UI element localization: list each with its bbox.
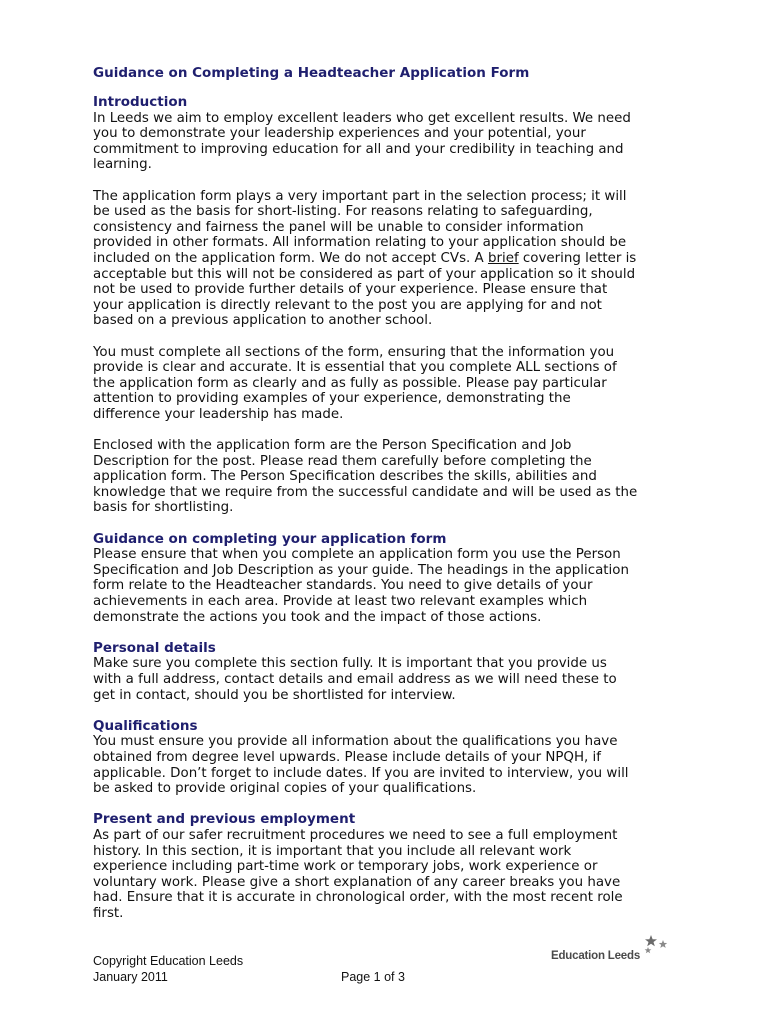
paragraph: You must complete all sections of the form, ensuring that the information you provide is clear and accurate. It is essential that you complete ALL sections of the application form as clearly and as fully as possible. Please pay particular attention to providing examples of your experience, demonstrating the difference your leadership has made. — [93, 344, 617, 422]
education-leeds-logo — [551, 934, 671, 970]
section-heading-guidance: Guidance on completing your application form — [93, 530, 447, 547]
paragraph: You must ensure you provide all information about the qualifications you have obtained from degree level upwards. Please include details of your NPQH, if applicable. Don’t forget to include dates. If you are invited to interview, you will be asked to provide original copies of your qualifications. — [93, 734, 629, 797]
underlined-word: brief — [487, 250, 519, 266]
document-body — [93, 64, 693, 937]
paragraph — [93, 189, 693, 329]
section-heading-introduction: Introduction — [93, 94, 188, 110]
footer-copyright: Copyright Education Leeds — [93, 954, 244, 968]
paragraph: Enclosed with the application form are the Person Specification and Job Description for the post. Please read them carefully before completing the application form. The Person Specification describes the skills, abilities and knowledge that we require from the successful candidate and will be used as the basis for shortlisting. — [93, 438, 638, 516]
section-heading-qualifications: Qualifications — [93, 717, 198, 734]
footer-date: January 2011 — [93, 970, 168, 984]
paragraph: Make sure you complete this section fully. It is important that you provide us with a full address, contact details and email address as we will need these to get in contact, should you be shortlisted for interview. — [93, 656, 617, 703]
section-heading-employment: Present and previous employment — [93, 811, 356, 828]
paragraph: In Leeds we aim to employ excellent leaders who get excellent results. We need you to demonstrate your leadership experiences and your potential, your commitment to improving education for all and your credibility in teaching and learning. — [93, 110, 631, 173]
footer-page-number: Page 1 of 3 — [341, 970, 405, 984]
paragraph-text: The application form plays a very important part in the selection process; it will be used as the basis for short-listing. For reasons relating to safeguarding, consistency and fairness the panel will be unable to consider information provided in other formats. All information relating to your application should be included on the application form. We do not accept CVs. A — [93, 188, 627, 266]
document-title: Guidance on Completing a Headteacher Application Form — [93, 65, 530, 81]
footer-left — [93, 953, 243, 985]
logo-text: Education Leeds — [551, 950, 641, 962]
section-heading-personal-details: Personal details — [93, 639, 216, 656]
stars-icon — [643, 934, 671, 956]
paragraph: As part of our safer recruitment procedures we need to see a full employment history. In this section, it is important that you include all relevant work experience including part-time work or temporary jobs, work experience or voluntary work. Please give a short explanation of any career breaks you have had. Ensure that it is accurate in chronological order, with the most recent role first. — [93, 827, 623, 921]
paragraph-text: covering letter is acceptable but this will not be considered as part of your application so it should not be used to provide further details of your experience. Please ensure that your application is directly relevant to the post you are applying for and not based on a previous application to another school. — [93, 250, 637, 329]
paragraph: Please ensure that when you complete an application form you use the Person Specification and Job Description as your guide. The headings in the application form relate to the Headteacher standards. You need to give details of your achievements in each area. Provide at least two relevant examples which demonstrate the actions you took and the impact of those actions. — [93, 547, 629, 625]
